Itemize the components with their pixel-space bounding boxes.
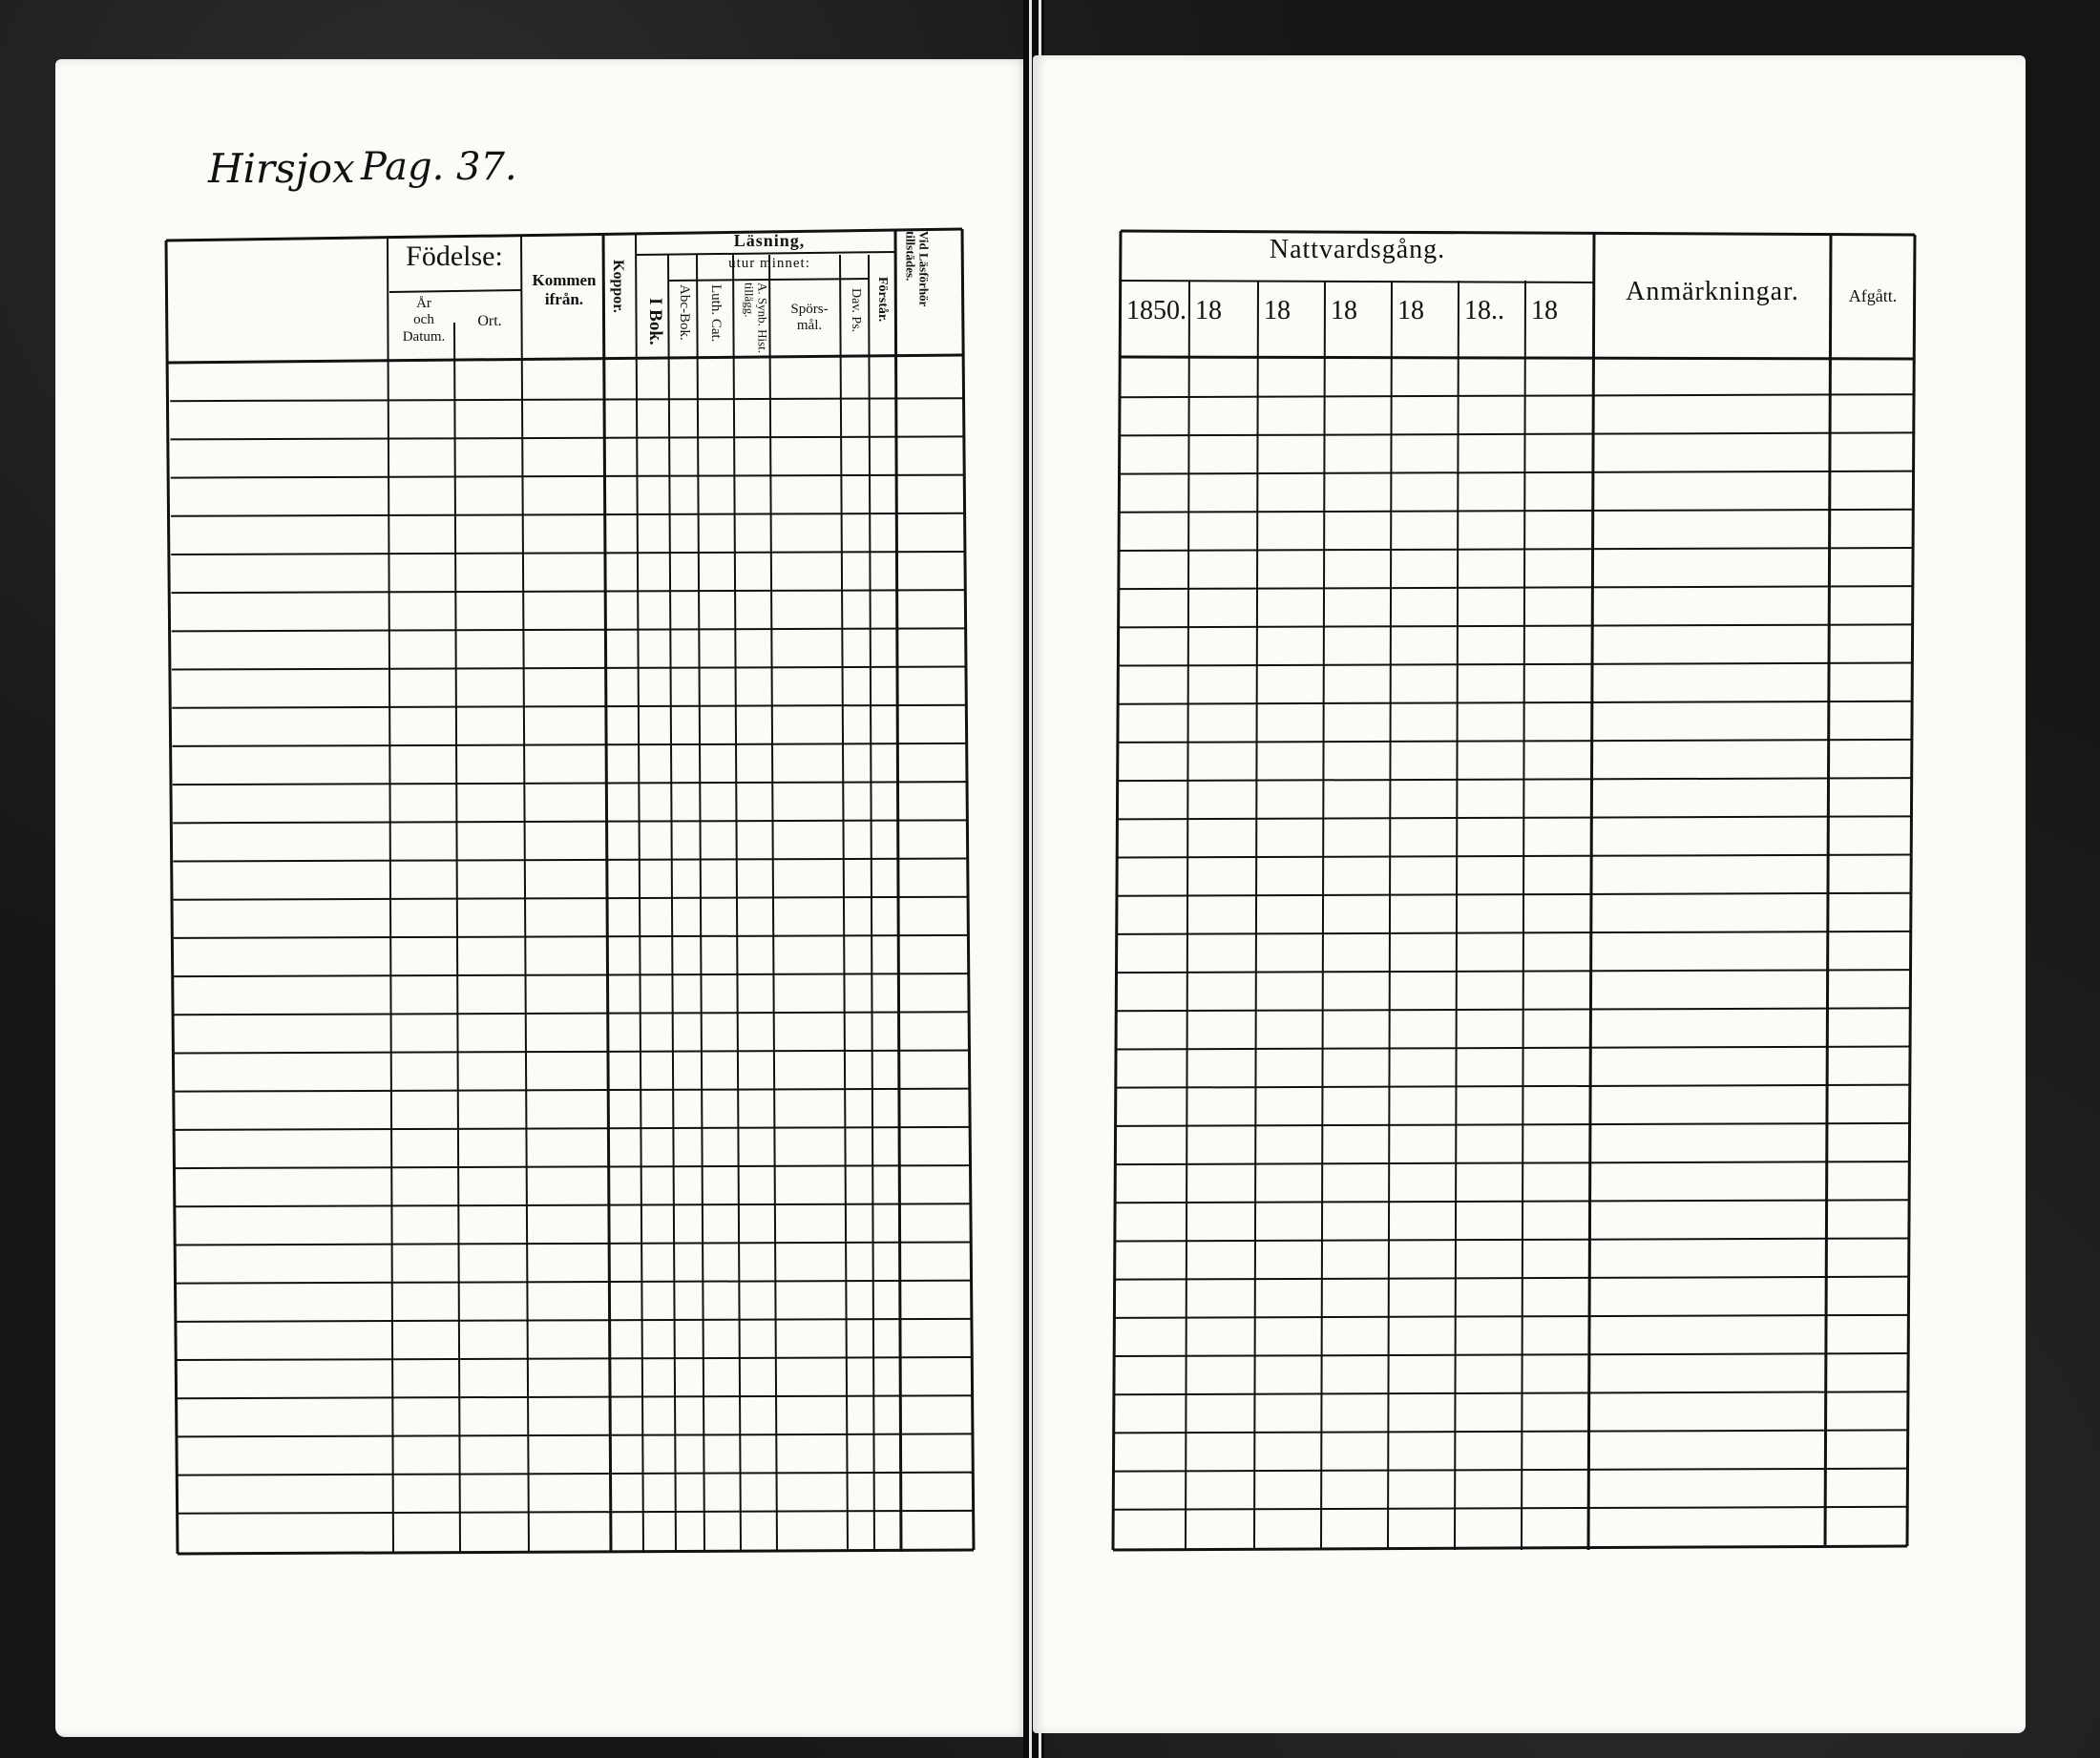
handwritten-page-number: Pag. 37. <box>361 145 517 189</box>
afgatt-header: Afgått. <box>1848 286 1898 305</box>
ruled-row-line <box>1114 1430 1908 1433</box>
ruled-row-line <box>1115 1277 1909 1280</box>
ruled-row-line <box>1119 663 1913 666</box>
ruled-row-line <box>1117 893 1911 896</box>
ruled-row-line <box>1121 394 1915 397</box>
ruled-row-line <box>177 1434 973 1436</box>
ruled-row-line <box>1117 1008 1911 1011</box>
year-col-1: 1850. <box>1126 296 1186 325</box>
ruled-row-line <box>171 475 965 478</box>
ruled-row-line <box>174 935 969 938</box>
ruled-row-line <box>1120 548 1914 551</box>
anmarkningar-header: Anmärkningar. <box>1626 277 1799 306</box>
ruled-row-line <box>177 1395 973 1398</box>
ruled-row-line <box>1119 701 1913 704</box>
ruled-row-line <box>173 743 968 746</box>
year-col-5: 18 <box>1397 296 1424 325</box>
ruled-row-line <box>176 1319 972 1322</box>
ruled-row-line <box>176 1203 971 1206</box>
dav-ps-header: Dav. Ps. <box>849 288 863 333</box>
luth-cat-header: Luth. Cat. <box>708 284 724 343</box>
ruled-row-line <box>1115 1315 1909 1318</box>
vid-lasforhor-header: Vid Läsförhör tillstädes. <box>903 231 932 307</box>
handwritten-place-name: Hirsjox <box>208 145 355 192</box>
ruled-row-line <box>174 1012 969 1015</box>
ruled-row-line <box>172 590 966 593</box>
ruled-row-line <box>175 1050 970 1053</box>
ruled-row-line <box>1114 1469 1908 1472</box>
year-col-2: 18 <box>1195 296 1222 325</box>
koppor-header: Koppor. <box>610 260 626 313</box>
ruled-row-line <box>174 897 969 900</box>
ruled-row-line <box>1116 1046 1910 1049</box>
ruled-row-line <box>1119 624 1913 627</box>
ruled-row-line <box>172 705 967 708</box>
ruled-row-line <box>172 667 967 670</box>
ruled-row-line <box>1117 970 1911 973</box>
ruled-row-line <box>1120 432 1914 435</box>
ruled-row-line <box>173 859 968 862</box>
ruled-row-line <box>178 1511 974 1514</box>
left-page <box>55 59 1027 1737</box>
abc-bok-header: Abc-Bok. <box>677 284 692 341</box>
ruled-row-line <box>1113 1507 1907 1510</box>
year-col-3: 18 <box>1264 296 1291 325</box>
ruled-row-line <box>1115 1238 1909 1241</box>
ruled-row-line <box>1120 471 1914 474</box>
ruled-row-line <box>1115 1200 1909 1203</box>
ruled-row-line <box>176 1281 972 1284</box>
sporsmal-header: Spörs- mål. <box>790 302 829 334</box>
ruled-row-line <box>177 1473 973 1475</box>
spine-line-left <box>1029 0 1032 1758</box>
a-synb-hist-header: A. Synb. Hist. tillägg. <box>742 283 770 354</box>
ruled-row-line <box>170 398 964 401</box>
ruled-row-line <box>1116 1085 1910 1088</box>
ruled-row-line <box>173 820 968 823</box>
ruled-row-line <box>1119 586 1913 589</box>
ruled-row-line <box>1114 1392 1908 1394</box>
ruled-row-line <box>171 552 965 555</box>
ruled-row-line <box>175 1165 970 1168</box>
year-col-6: 18.. <box>1464 296 1504 325</box>
ruled-row-line <box>175 1089 970 1092</box>
ort-header: Ort. <box>477 313 502 329</box>
ruled-row-line <box>177 1357 973 1360</box>
ruled-row-line <box>176 1242 971 1245</box>
forstar-header: Förstår. <box>875 277 890 323</box>
ar-och-datum-header: År och Datum. <box>402 296 446 345</box>
ruled-row-line <box>1118 855 1912 858</box>
ruled-row-line <box>1118 740 1912 743</box>
ruled-row-line <box>1118 816 1912 819</box>
right-page <box>1033 55 2026 1733</box>
year-col-7: 18 <box>1531 296 1558 325</box>
ruled-row-line <box>1120 510 1914 513</box>
lasning-header: Läsning, <box>733 231 806 250</box>
ruled-row-line <box>172 628 966 631</box>
fodelse-header: Födelse: <box>406 241 503 272</box>
ruled-row-line <box>1116 1123 1910 1126</box>
ruled-row-line <box>171 436 965 439</box>
i-bok-header: I Bok. <box>645 298 665 345</box>
ruled-row-line <box>1118 778 1912 781</box>
nattvardsgang-header: Nattvardsgång. <box>1269 235 1446 264</box>
ruled-row-line <box>1114 1353 1908 1356</box>
utur-minnet-header: utur minnet: <box>728 256 810 271</box>
ruled-row-line <box>174 973 969 976</box>
ruled-row-line <box>1116 1162 1910 1164</box>
ruled-row-line <box>1117 931 1911 934</box>
ruled-row-line <box>171 513 965 516</box>
year-col-4: 18 <box>1331 296 1357 325</box>
kommen-ifran-header: Kommen ifrån. <box>532 271 597 308</box>
ruled-row-line <box>175 1127 970 1130</box>
ruled-row-line <box>173 782 968 785</box>
